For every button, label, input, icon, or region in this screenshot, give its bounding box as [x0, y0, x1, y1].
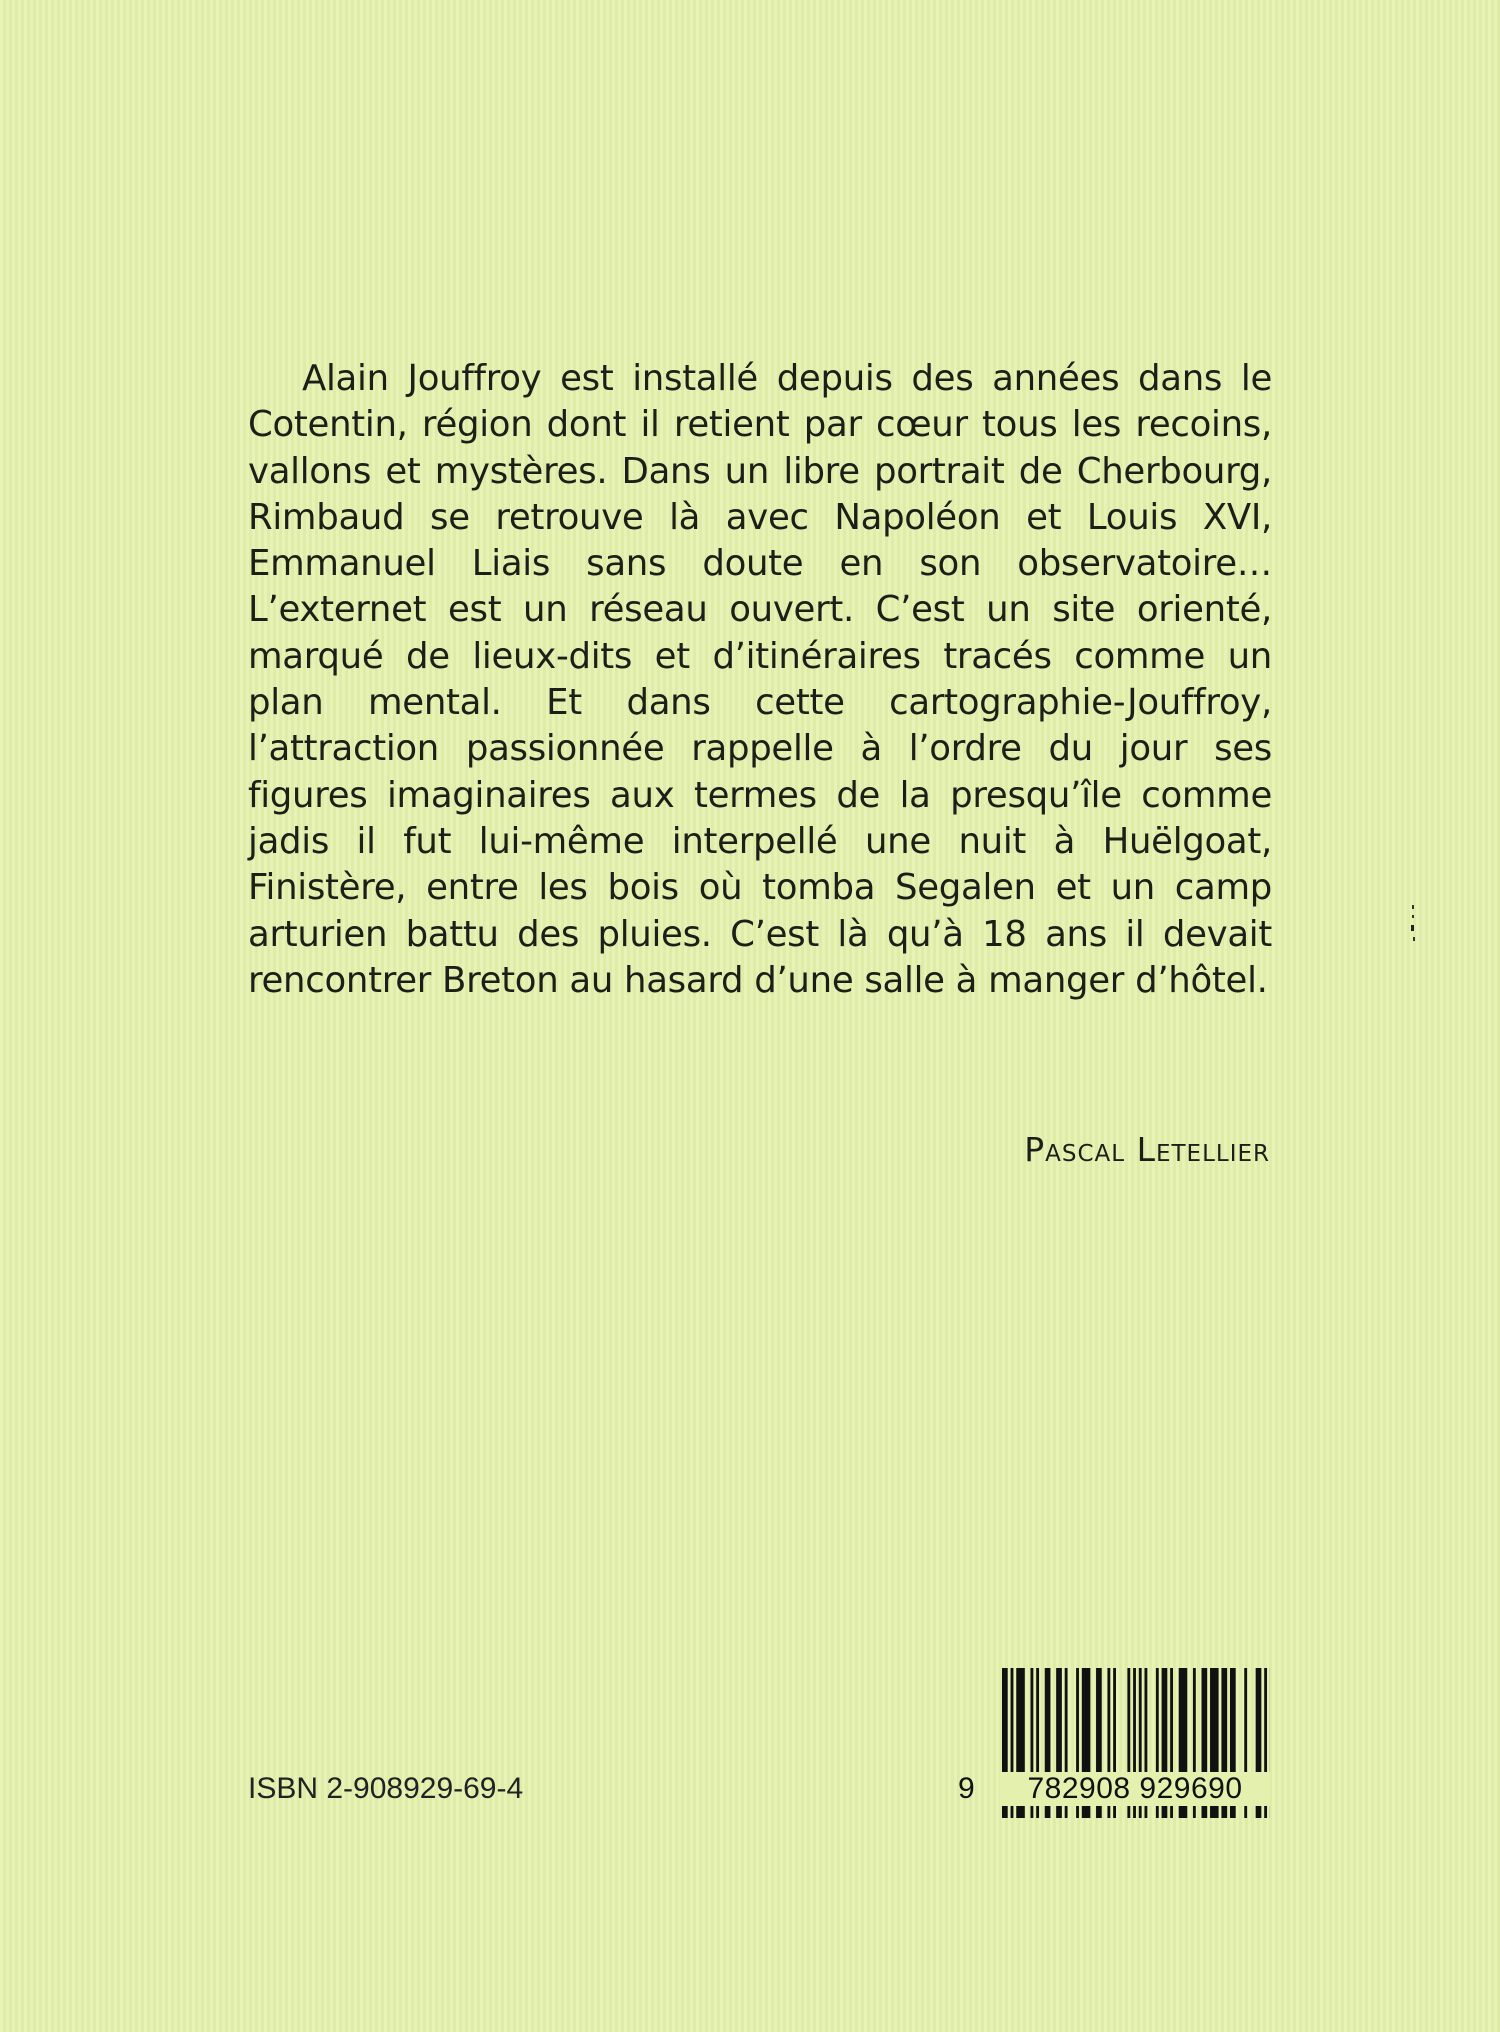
barcode-digits: 782908 929690 [1000, 1772, 1270, 1806]
print-speck-icon [1410, 905, 1416, 945]
isbn-label: ISBN 2-908929-69-4 [248, 1772, 524, 1805]
barcode-lead-digit: 9 [958, 1772, 975, 1805]
author-signature: Pascal Letellier [1024, 1130, 1270, 1169]
blurb-text: Alain Jouffroy est installé depuis des années dans le Cotentin, région dont il retient par cœur tous les recoins, vallons et mystères. Dans un libre portrait de Cherbourg, Rimbaud se retrouve là avec Napoléon et Louis XVI, Emmanuel Liais sans doute en son observatoire… L’externet est un réseau ouvert. C’est un site orienté, marqué de lieux-dits et d’itinéraires tracés comme un plan mental. Et dans cette cartographie-Jouffroy, l’attraction passionnée rappelle à l’ordre du jour ses figures imaginaires aux termes de la presqu’île comme jadis il fut lui-même interpellé une nuit à Huëlgoat, Finistère, entre les bois où tomba Segalen et un camp arturien battu des pluies. C’est là qu’à 18 ans il devait rencontrer Breton au hasard d’une salle à manger d’hôtel. [248, 358, 1272, 1001]
